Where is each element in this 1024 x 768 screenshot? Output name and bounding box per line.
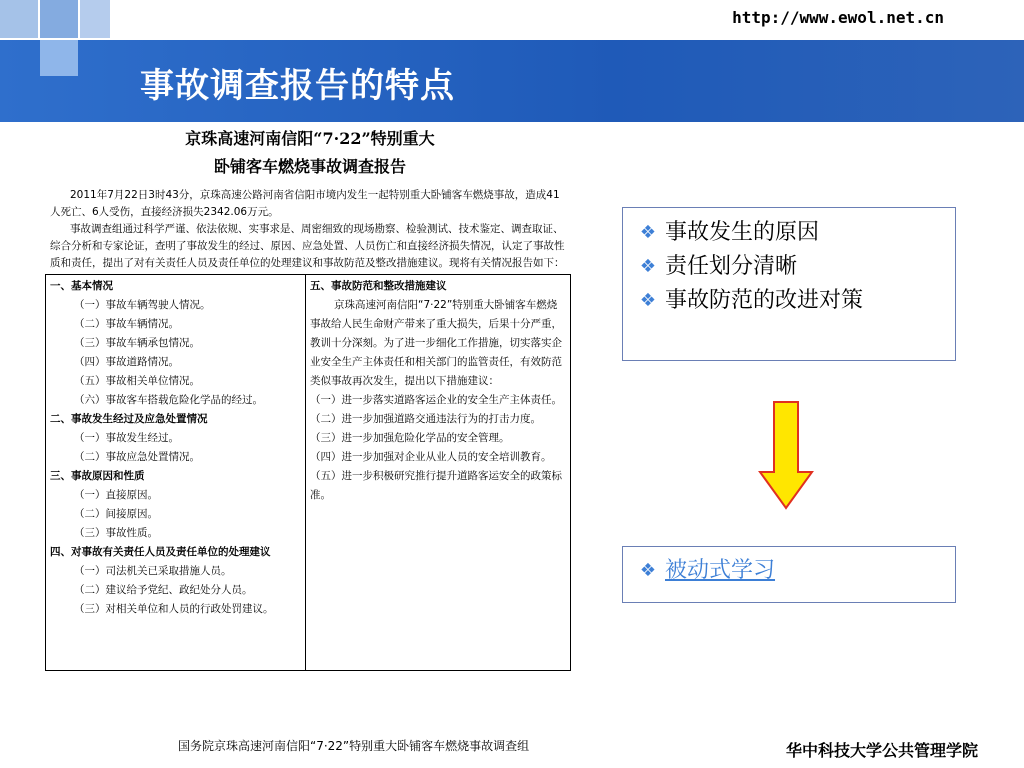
slide-title: 事故调查报告的特点 <box>140 66 455 106</box>
diamond-bullet-icon: ❖ <box>639 222 657 243</box>
decor-square <box>40 0 78 38</box>
report-title-line2: 卧铺客车燃烧事故调查报告 <box>213 157 406 176</box>
outline-item: （五）进一步积极研究推行提升道路客运安全的政策标准。 <box>310 470 562 501</box>
result-item <box>631 554 955 588</box>
outline-item: （二）进一步加强道路交通违法行为的打击力度。 <box>310 413 541 425</box>
outline-item: （一）进一步落实道路客运企业的安全生产主体责任。 <box>310 394 562 406</box>
decor-square <box>40 40 78 76</box>
diamond-bullet-icon: ❖ <box>639 560 657 581</box>
result-box <box>622 546 956 603</box>
outline-item: （二）间接原因。 <box>74 508 158 520</box>
diamond-bullet-icon: ❖ <box>639 290 657 311</box>
features-box <box>622 207 956 361</box>
outline-item: （三）对相关单位和人员的行政处罚建议。 <box>74 603 274 615</box>
outline-item: （四）事故道路情况。 <box>74 356 179 368</box>
decor-square <box>0 0 38 38</box>
outline-item: 京珠高速河南信阳“7·22”特别重大卧铺客车燃烧事故给人民生命财产带来了重大损失，后果十分严重，教训十分深刻。为了进一步细化工作措施，切实落实企业安全生产主体责任和相关部门的监管责任，有效防范类似事故再次发生，提出以下措施建议： <box>310 299 562 387</box>
decor-square <box>80 0 110 38</box>
report-outline-table <box>45 274 571 671</box>
outline-item: （三）事故性质。 <box>74 527 158 539</box>
down-arrow-icon <box>758 400 814 512</box>
outline-item: （四）进一步加强对企业从业人员的安全培训教育。 <box>310 451 552 463</box>
report-document <box>45 125 575 720</box>
outline-item: （六）事故客车搭载危险化学品的经过。 <box>74 394 263 406</box>
footer-org: 华中科技大学公共管理学院 <box>785 741 978 760</box>
outline-heading: 五、事故防范和整改措施建议 <box>310 280 447 292</box>
outline-item: （一）直接原因。 <box>74 489 158 501</box>
outline-item: （二）建议给予党纪、政纪处分人员。 <box>74 584 253 596</box>
feature-item <box>631 284 955 318</box>
intro-paragraph: 事故调查组通过科学严谨、依法依规、实事求是、周密细致的现场勘察、检验测试、技术鉴定、调查取证、综合分析和专家论证，查明了事故发生的经过、原因、应急处置、人员伤亡和直接经济损失情况，认定了事故性质和责任，提出了对有关责任人员及责任单位的处理建议和事故防范及整改措施建议。现将有关情况报告如下： <box>50 223 565 269</box>
feature-label: 事故发生的原因 <box>665 220 820 245</box>
outline-item: （五）事故相关单位情况。 <box>74 375 200 387</box>
outline-heading: 四、对事故有关责任人员及责任单位的处理建议 <box>50 546 271 558</box>
outline-item: （一）司法机关已采取措施人员。 <box>74 565 232 577</box>
feature-item <box>631 216 955 250</box>
feature-label: 事故防范的改进对策 <box>665 288 864 313</box>
outline-item: （三）进一步加强危险化学品的安全管理。 <box>310 432 510 444</box>
outline-right-column <box>306 275 570 670</box>
outline-item: （二）事故应急处置情况。 <box>74 451 200 463</box>
report-intro <box>45 187 575 272</box>
report-caption: 国务院京珠高速河南信阳“7·22”特别重大卧铺客车燃烧事故调查组 <box>178 739 530 753</box>
outline-item: （一）事故发生经过。 <box>74 432 179 444</box>
report-title-line1: 京珠高速河南信阳“7·22”特别重大 <box>185 129 435 148</box>
feature-item <box>631 250 955 284</box>
features-list <box>631 216 955 318</box>
feature-label: 责任划分清晰 <box>665 254 798 279</box>
outline-left-column <box>46 275 306 670</box>
diamond-bullet-icon: ❖ <box>639 256 657 277</box>
header-url: http://www.ewol.net.cn <box>732 8 944 27</box>
outline-heading: 三、事故原因和性质 <box>50 470 145 482</box>
intro-paragraph: 2011年7月22日3时43分，京珠高速公路河南省信阳市境内发生一起特别重大卧铺客车燃烧事故，造成41人死亡、6人受伤，直接经济损失2342.06万元。 <box>50 189 560 218</box>
outline-heading: 一、基本情况 <box>50 280 113 292</box>
outline-item: （三）事故车辆承包情况。 <box>74 337 200 349</box>
passive-learning-link[interactable]: 被动式学习 <box>665 558 776 583</box>
outline-heading: 二、事故发生经过及应急处置情况 <box>50 413 208 425</box>
outline-item: （二）事故车辆情况。 <box>74 318 179 330</box>
outline-item: （一）事故车辆驾驶人情况。 <box>74 299 211 311</box>
